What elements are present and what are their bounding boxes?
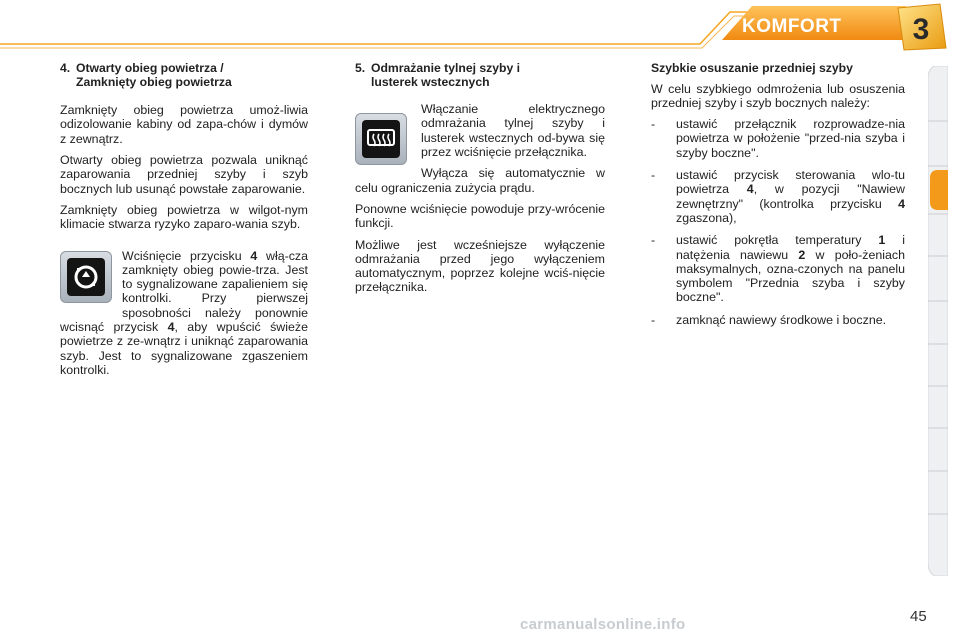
- paragraph: Włączanie elektrycznego odmrażania tylnej szyby i lusterek wstecznych od-bywa się przez wciśnięcie przełącznika.: [421, 102, 605, 160]
- instruction-list: [651, 117, 905, 327]
- section-air-recirculation: [60, 62, 308, 384]
- section-4-heading: 4. Otwarty obieg powietrza / Zamknięty obieg powietrza: [60, 61, 232, 89]
- watermark: carmanualsonline.info: [520, 616, 686, 633]
- list-item: - ustawić przycisk sterowania wlo-tu powietrza 4, w pozycji "Nawiew zewnętrzny" (kontrolka przycisku 4 zgaszona),: [651, 168, 905, 225]
- paragraph: Ponowne wciśnięcie powoduje przy-wrócenie funkcji.: [355, 201, 605, 231]
- chapter-number: 3: [912, 13, 930, 46]
- paragraph: W celu szybkiego odmrożenia lub osuszenia przedniej szyby i szyb bocznych należy:: [651, 81, 905, 110]
- section-5-heading: 5. Odmrażanie tylnej szyby i lusterek wstecznych: [355, 61, 521, 89]
- paragraph: Zamknięty obieg powietrza umoż-liwia odizolowanie kabiny od zapa-chów i dymów z zewnątrz.: [60, 103, 308, 146]
- chapter-title: KOMFORT: [742, 16, 842, 37]
- chapter-tabs: [928, 66, 948, 576]
- section-rear-defrost: [355, 62, 605, 302]
- paragraph: Możliwe jest wcześniejsze wyłączenie odmrażania przed jego wyłączeniem automatycznym, poprzez kolejne wciś-nięcie przełącznika.: [355, 237, 605, 295]
- section-quick-demist: [651, 62, 905, 335]
- air-recirculation-icon: [60, 251, 112, 303]
- paragraph: Zamknięty obieg powietrza w wilgot-nym klimacie stwarza ryzyko zaparo-wania szyb.: [60, 202, 308, 232]
- list-item: - ustawić pokrętła temperatury 1 i natężenia nawiewu 2 w poło-żeniach maksymalnych, ozna-czonych na panelu symbolem "Przednia szyba i szyby boczne".: [651, 233, 905, 305]
- page-number: 45: [910, 608, 927, 625]
- list-item: - ustawić przełącznik rozprowadze-nia powietrza w położenie "przed-nia szyba i szyby boczne".: [651, 117, 905, 160]
- rear-defrost-icon: [355, 113, 407, 165]
- quick-demist-heading: Szybkie osuszanie przedniej szyby: [651, 61, 853, 75]
- paragraph: Wciśnięcie przycisku 4 włą-cza zamknięty obieg powie-trza. Jest to sygnalizowane zapalieniem się kontrolki. Przy pierwszej sposobności należy ponownie wcisnąć przycisk 4, aby wpuścić świeże powietrze z ze-wnątrz i uniknąć zaparowania szyb. Jest to sygnalizowane zgaszeniem kontrolki.: [60, 248, 308, 377]
- paragraph: Otwarty obieg powietrza pozwala uniknąć zaparowania przedniej szyby i szyb bocznych lub usunąć powstałe zaparowanie.: [60, 153, 308, 196]
- paragraph: Wyłącza się automatycznie w celu ograniczenia zużycia prądu.: [355, 166, 605, 195]
- list-item: - zamknąć nawiewy środkowe i boczne.: [651, 312, 887, 327]
